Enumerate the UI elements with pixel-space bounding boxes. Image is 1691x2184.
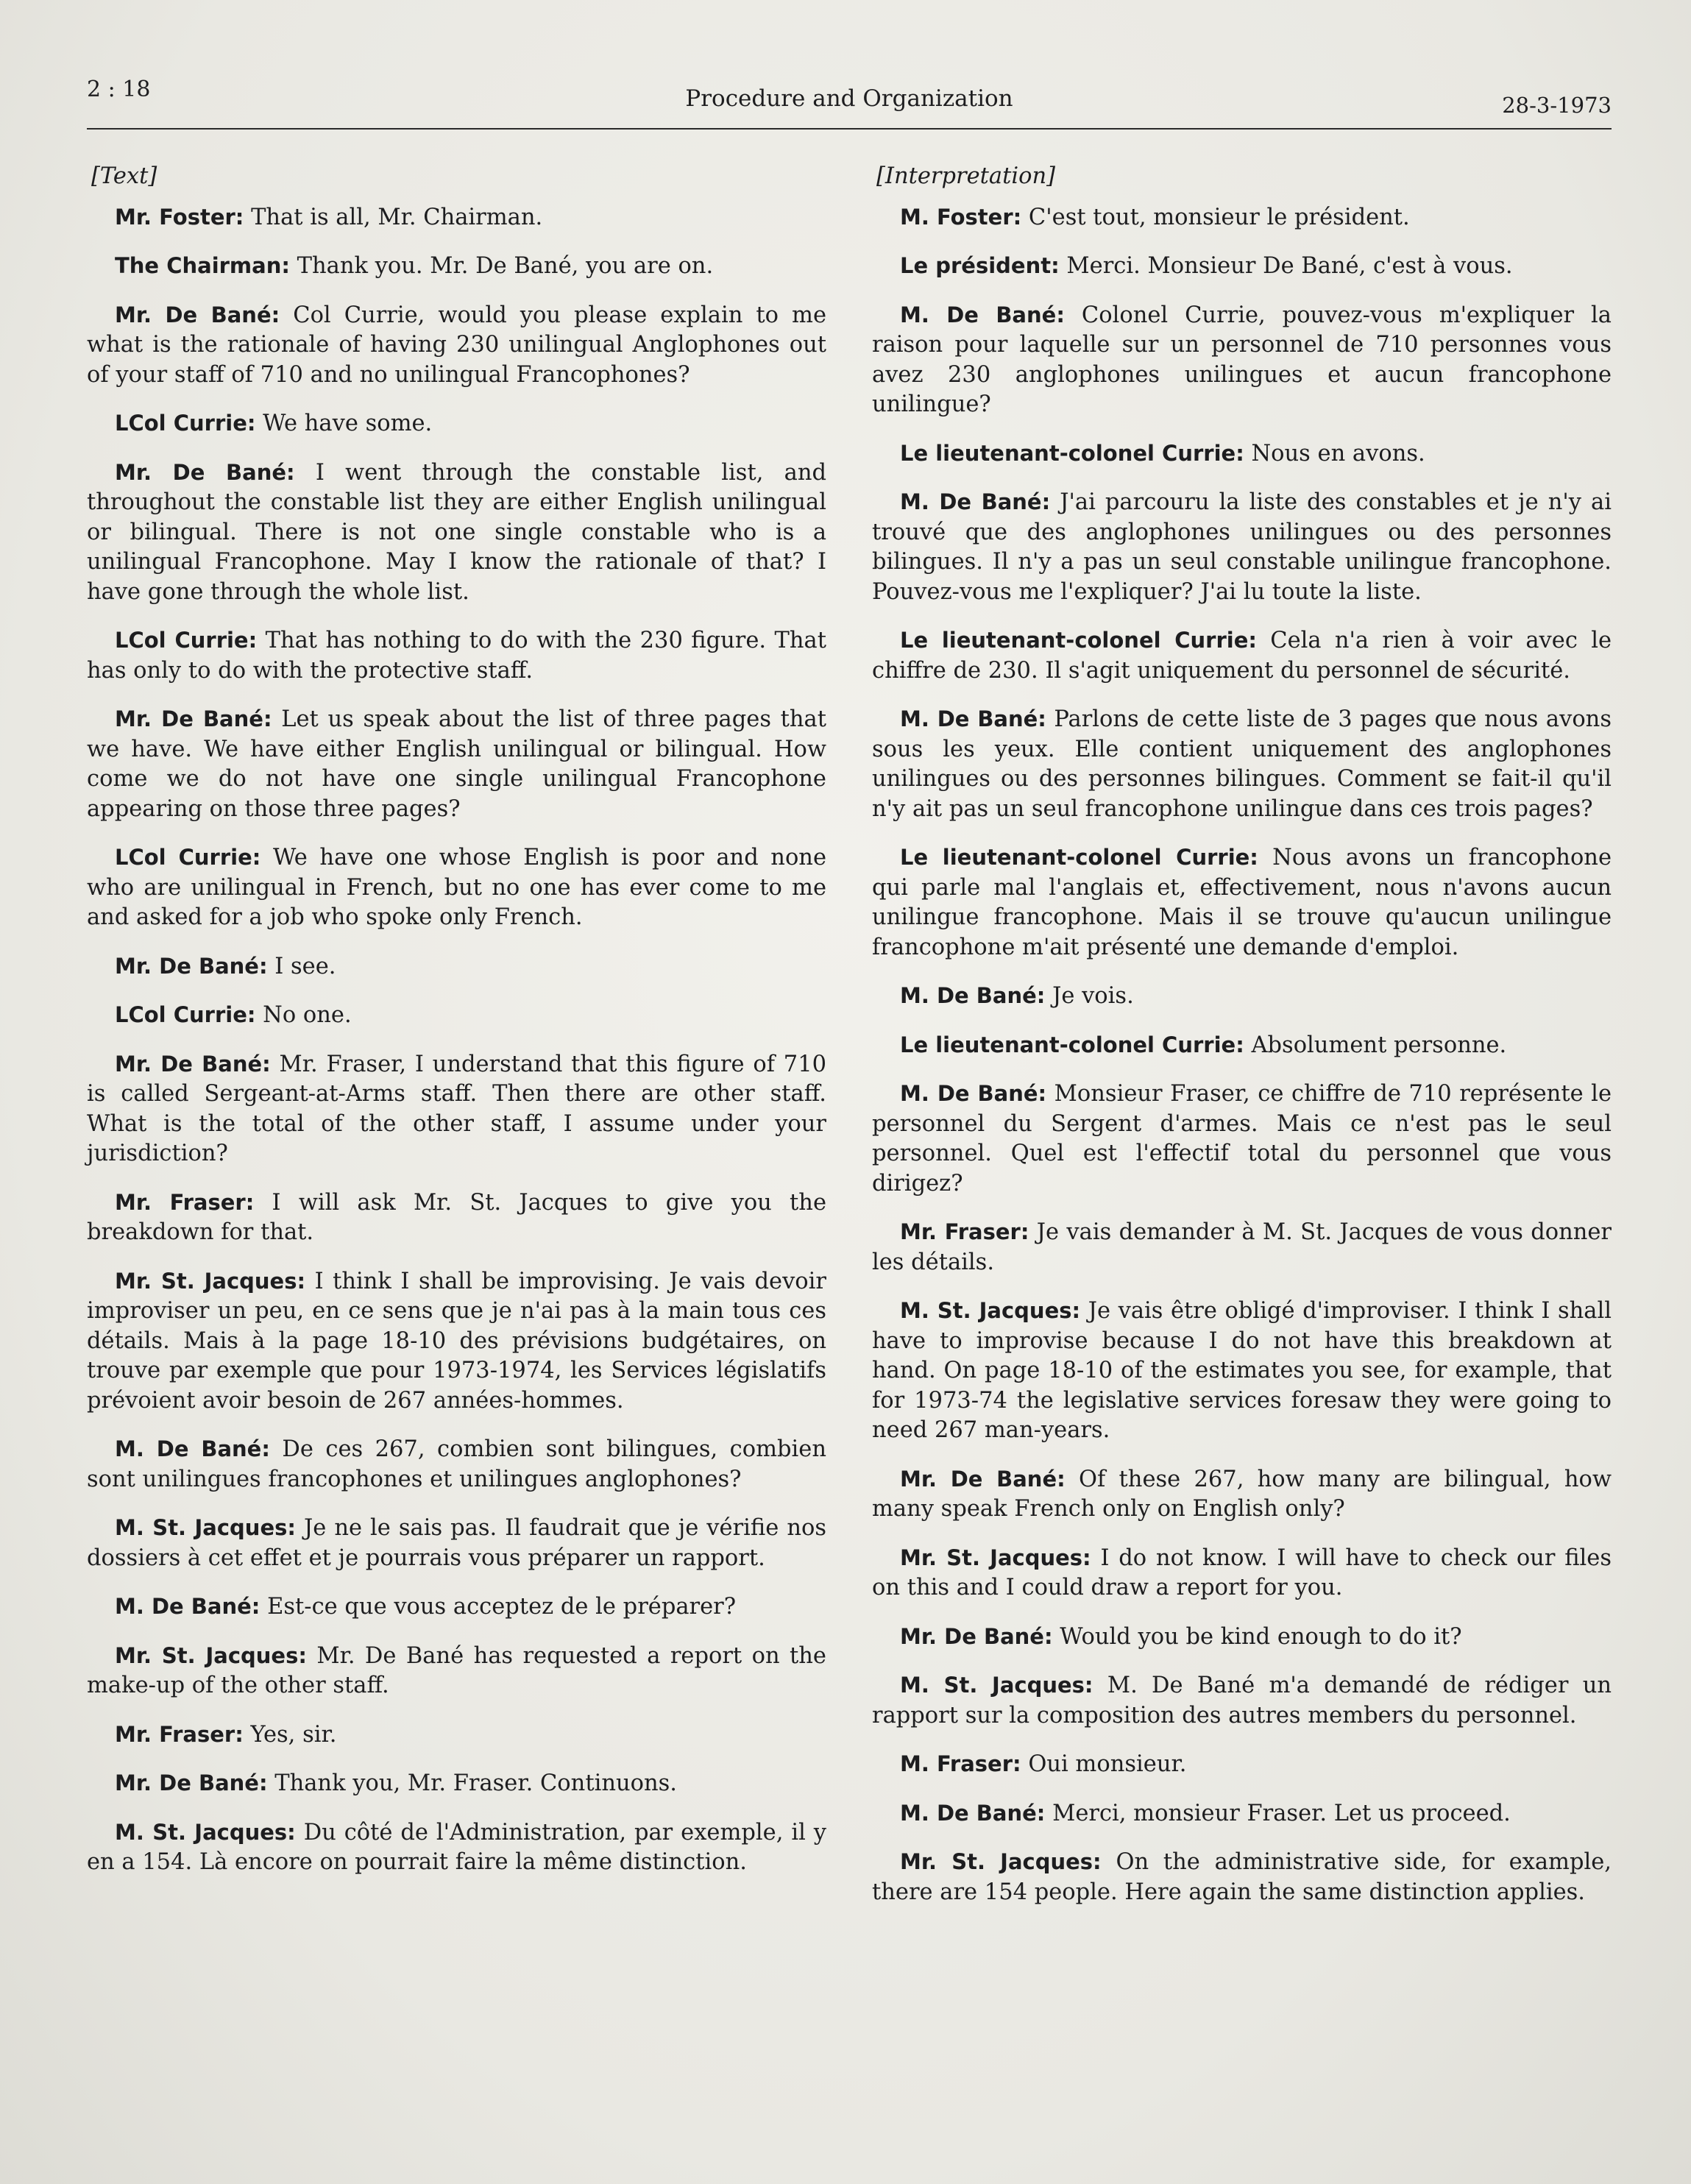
speaker-name: M. St. Jacques: bbox=[115, 1515, 296, 1540]
speech-text: We have some. bbox=[255, 411, 433, 436]
speaker-name: M. De Bané: bbox=[900, 1081, 1047, 1106]
speech-text: That is all, Mr. Chairman. bbox=[244, 204, 543, 230]
transcript-paragraph bbox=[87, 300, 826, 391]
speaker-name: The Chairman: bbox=[115, 253, 290, 278]
speaker-name: Mr. De Bané: bbox=[115, 302, 280, 327]
speaker-name: Mr. St. Jacques: bbox=[115, 1268, 306, 1294]
speech-text: Nous avons un francophone qui parle mal l'anglais et, effectivement, nous n'avons aucun unilingue francophone. Mais il se trouve qu'aucun unilingue francophone m'ait présenté une demande d'emploi. bbox=[872, 845, 1612, 960]
transcript-paragraph bbox=[872, 487, 1612, 607]
speech-text: Mr. De Bané has requested a report on the make-up of the other staff. bbox=[87, 1642, 826, 1698]
speech-text: On the administrative side, for example, there are 154 people. Here again the same distinction applies. bbox=[872, 1849, 1612, 1905]
speech-text: Nous en avons. bbox=[1244, 440, 1425, 467]
speaker-name: LCol Currie: bbox=[115, 628, 258, 653]
page-number: 2 : 18 bbox=[87, 77, 151, 102]
speech-text: Oui monsieur. bbox=[1021, 1751, 1187, 1777]
speaker-name: M. De Bané: bbox=[115, 1436, 270, 1461]
transcript-paragraph bbox=[872, 1847, 1612, 1907]
transcript-paragraph bbox=[872, 439, 1612, 469]
transcript-paragraph bbox=[87, 1641, 826, 1701]
speech-text: Col Currie, would you please explain to me what is the rationale of having 230 unilingual Anglophones out of your staff of 710 and no unilingual Francophones? bbox=[87, 302, 827, 388]
speaker-name: Mr. Fraser: bbox=[900, 1219, 1029, 1244]
speaker-name: Le lieutenant-colonel Currie: bbox=[900, 845, 1258, 870]
speaker-name: Le président: bbox=[900, 253, 1060, 278]
speaker-name: M. St. Jacques: bbox=[900, 1298, 1081, 1323]
speech-text: C'est tout, monsieur le président. bbox=[1021, 204, 1410, 230]
speech-text: I will ask Mr. St. Jacques to give you the breakdown for that. bbox=[87, 1189, 826, 1245]
speaker-name: M. St. Jacques: bbox=[900, 1673, 1093, 1698]
transcript-paragraph bbox=[87, 202, 826, 233]
speech-text: Colonel Currie, pouvez-vous m'expliquer la raison pour laquelle sur un personnel de 710 personnes vous avez 230 anglophones unilingues et aucun francophone unilingue? bbox=[872, 302, 1612, 417]
speaker-name: Mr. St. Jacques: bbox=[900, 1545, 1091, 1570]
speech-text: We have one whose English is poor and none who are unilingual in French, but no one has ever come to me and asked for a job who spoke only French. bbox=[87, 845, 827, 930]
transcript-paragraph bbox=[87, 704, 826, 824]
transcript-paragraph bbox=[872, 1622, 1612, 1653]
speaker-name: Mr. De Bané: bbox=[115, 459, 295, 485]
speaker-name: Mr. Fraser: bbox=[115, 1189, 255, 1215]
transcript-paragraph bbox=[87, 1049, 826, 1169]
speech-text: Je vais demander à M. St. Jacques de vous donner les détails. bbox=[872, 1219, 1612, 1275]
page-header bbox=[87, 77, 1612, 130]
transcript-paragraph bbox=[872, 843, 1612, 962]
transcript-paragraph bbox=[87, 1434, 826, 1495]
speech-text: I think I shall be improvising. Je vais devoir improviser un peu, en ce sens que je n'ai pas à la main tous ces détails. Mais à la page 18-10 des prévisions budgétaires, on trouve par exemple que pour 1973-1974, les Services législatifs prévoient avoir besoin de 267 années-hommes. bbox=[87, 1268, 826, 1414]
speaker-name: Mr. De Bané: bbox=[115, 1051, 271, 1077]
speaker-name: M. De Bané: bbox=[900, 489, 1051, 514]
speaker-name: M. De Bané: bbox=[115, 1594, 260, 1619]
speech-text: That has nothing to do with the 230 figure. That has only to do with the protective staff. bbox=[87, 628, 826, 684]
transcript-paragraph bbox=[872, 1079, 1612, 1199]
left-column-english bbox=[87, 162, 826, 1896]
transcript-paragraph bbox=[872, 202, 1612, 233]
transcript-paragraph bbox=[872, 1749, 1612, 1780]
transcript-paragraph bbox=[87, 951, 826, 982]
speaker-name: Mr. St. Jacques: bbox=[115, 1642, 307, 1668]
speaker-name: Mr. De Bané: bbox=[900, 1623, 1053, 1649]
speech-text: De ces 267, combien sont bilingues, combien sont unilingues francophones et unilingues anglophones? bbox=[87, 1436, 826, 1492]
section-label-interpretation: [Interpretation] bbox=[876, 163, 1055, 189]
transcript-paragraph bbox=[872, 1670, 1612, 1731]
speech-text: Cela n'a rien à voir avec le chiffre de 230. Il s'agit uniquement du personnel de sécurité. bbox=[872, 628, 1612, 684]
speaker-name: Le lieutenant-colonel Currie: bbox=[900, 440, 1244, 466]
transcript-paragraph bbox=[872, 300, 1612, 420]
speech-text: I see. bbox=[267, 953, 336, 979]
transcript-paragraph bbox=[87, 1720, 826, 1751]
speech-text: M. De Bané m'a demandé de rédiger un rapport sur la composition des autres members du personnel. bbox=[872, 1673, 1612, 1729]
speaker-name: M. De Bané: bbox=[900, 302, 1065, 327]
speech-text: Je vais être obligé d'improviser. I think I shall have to improvise because I do not have this breakdown at hand. On page 18-10 of the estimates you see, for example, that for 1973-74 the legislative services foresaw they were going to need 267 man-years. bbox=[872, 1298, 1612, 1443]
transcript-paragraph bbox=[872, 1030, 1612, 1061]
speaker-name: Mr. De Bané: bbox=[115, 1770, 268, 1795]
transcript-paragraph bbox=[87, 1513, 826, 1573]
transcript-paragraph bbox=[87, 1266, 826, 1417]
speaker-name: Mr. Foster: bbox=[115, 204, 244, 230]
transcript-paragraph bbox=[872, 251, 1612, 282]
speech-text: Du côté de l'Administration, par exemple, il y en a 154. Là encore on pourrait faire la même distinction. bbox=[87, 1819, 826, 1875]
transcript-paragraph bbox=[872, 981, 1612, 1012]
speaker-name: LCol Currie: bbox=[115, 1002, 256, 1027]
transcript-paragraph bbox=[87, 251, 826, 282]
speech-text: Would you be kind enough to do it? bbox=[1052, 1623, 1462, 1650]
speech-text: Absolument personne. bbox=[1244, 1032, 1507, 1058]
speaker-name: Le lieutenant-colonel Currie: bbox=[900, 1032, 1244, 1057]
speech-text: Of these 267, how many are bilingual, how many speak French only on English only? bbox=[872, 1466, 1612, 1522]
speech-text: Merci. Monsieur De Bané, c'est à vous. bbox=[1059, 253, 1513, 279]
transcript-paragraph bbox=[872, 625, 1612, 686]
transcript-paragraph bbox=[872, 1798, 1612, 1829]
speaker-name: Mr. De Bané: bbox=[115, 953, 268, 979]
speaker-name: Mr. De Bané: bbox=[900, 1466, 1066, 1492]
speech-text: Je vois. bbox=[1045, 983, 1134, 1009]
speech-text: J'ai parcouru la liste des constables et je n'y ai trouvé que des anglophones unilingues ou des personnes bilingues. Il n'y a pas un seul constable unilingue francophone. Pouvez-vous me l'expliquer? J'ai lu toute la liste. bbox=[872, 489, 1612, 605]
speech-text: I went through the constable list, and throughout the constable list they are either English unilingual or bilingual. There is not one single constable who is a unilingual Francophone. May I know the rationale of that? I have gone through the whole list. bbox=[87, 459, 827, 605]
page-date: 28-3-1973 bbox=[1502, 93, 1612, 118]
transcript-paragraph bbox=[87, 1000, 826, 1031]
transcript-paragraph bbox=[872, 1543, 1612, 1603]
transcript-paragraph bbox=[87, 1188, 826, 1248]
transcript-paragraph bbox=[87, 1768, 826, 1799]
transcript-paragraph bbox=[87, 1592, 826, 1623]
speech-text: Mr. Fraser, I understand that this figure of 710 is called Sergeant-at-Arms staff. Then there are other staff. What is the total of the other staff, I assume under your jurisdiction? bbox=[87, 1051, 826, 1166]
speaker-name: LCol Currie: bbox=[115, 411, 256, 436]
speaker-name: LCol Currie: bbox=[115, 845, 261, 870]
speaker-name: Mr. Fraser: bbox=[115, 1721, 244, 1747]
right-column-interpretation bbox=[872, 162, 1612, 1926]
speech-text: No one. bbox=[255, 1002, 352, 1028]
speech-text: Monsieur Fraser, ce chiffre de 710 représente le personnel du Sergent d'armes. Mais ce n'est pas le seul personnel. Quel est l'effectif total du personnel que vous dirigez? bbox=[872, 1081, 1612, 1196]
speaker-name: Mr. De Bané: bbox=[115, 706, 272, 731]
speaker-name: M. De Bané: bbox=[900, 1800, 1046, 1826]
speaker-name: Le lieutenant-colonel Currie: bbox=[900, 628, 1257, 653]
transcript-paragraph bbox=[87, 843, 826, 933]
speaker-name: M. St. Jacques: bbox=[115, 1819, 296, 1845]
speaker-name: Mr. St. Jacques: bbox=[900, 1849, 1102, 1874]
transcript-paragraph bbox=[87, 625, 826, 686]
section-label-text: [Text] bbox=[91, 163, 157, 189]
publication-title: Procedure and Organization bbox=[685, 85, 1013, 112]
speech-text: I do not know. I will have to check our files on this and I could draw a report for you. bbox=[872, 1545, 1612, 1600]
transcript-paragraph bbox=[872, 704, 1612, 824]
speech-text: Thank you, Mr. Fraser. Continuons. bbox=[267, 1770, 677, 1796]
transcript-paragraph bbox=[872, 1464, 1612, 1525]
speaker-name: M. De Bané: bbox=[900, 983, 1046, 1008]
transcript-paragraph bbox=[87, 1818, 826, 1878]
speech-text: Je ne le sais pas. Il faudrait que je vérifie nos dossiers à cet effet et je pourrais vous préparer un rapport. bbox=[87, 1515, 826, 1571]
transcript-paragraph bbox=[87, 408, 826, 439]
transcript-paragraph bbox=[872, 1217, 1612, 1277]
transcript-paragraph bbox=[872, 1296, 1612, 1446]
speaker-name: M. De Bané: bbox=[900, 706, 1046, 731]
speech-text: Est-ce que vous acceptez de le préparer? bbox=[260, 1594, 737, 1620]
speech-text: Thank you. Mr. De Bané, you are on. bbox=[289, 253, 714, 279]
speech-text: Yes, sir. bbox=[243, 1721, 337, 1748]
speaker-name: M. Foster: bbox=[900, 204, 1022, 230]
speech-text: Parlons de cette liste de 3 pages que nous avons sous les yeux. Elle contient uniquement des anglophones unilingues ou des personnes bilingues. Comment se fait-il qu'il n'y ait pas un seul francophone unilingue dans ces trois pages? bbox=[872, 706, 1612, 822]
speech-text: Merci, monsieur Fraser. Let us proceed. bbox=[1045, 1800, 1511, 1826]
transcript-paragraph bbox=[87, 458, 826, 608]
speech-text: Let us speak about the list of three pages that we have. We have either English unilingual or bilingual. How come we do not have one single unilingual Francophone appearing on those three pages? bbox=[87, 706, 826, 822]
speaker-name: M. Fraser: bbox=[900, 1751, 1021, 1776]
